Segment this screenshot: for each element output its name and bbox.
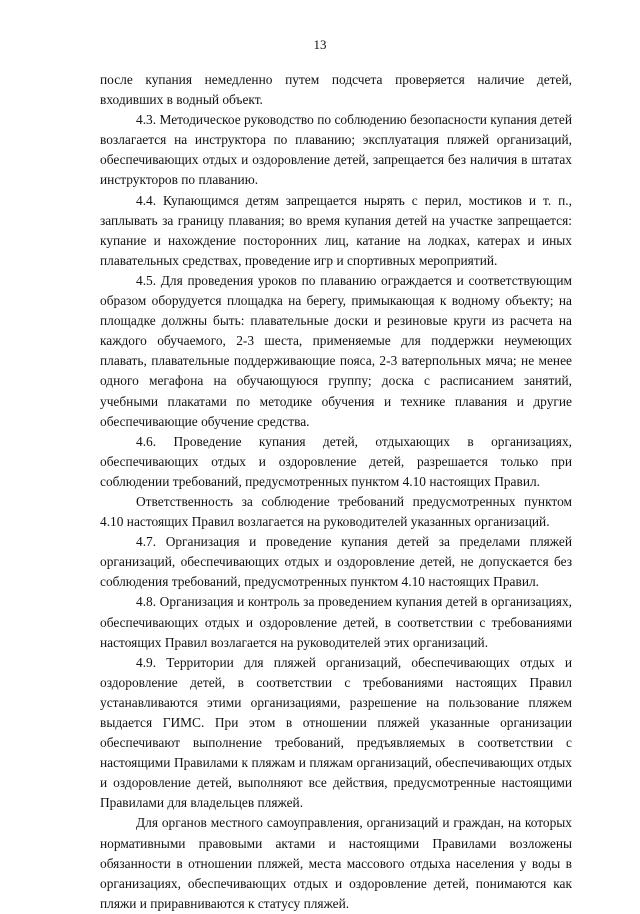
paragraph-4-9: 4.9. Территории для пляжей организаций, обеспечивающих отдых и оздоровление детей, в соответствии с требованиями настоящих Правил устанавливаются этими организациями, разрешение на пользование пляжем выдается ГИМС. При этом в отношении пляжей указанные организации обеспечивают выполнение требований, предъявляемых в соответствии с настоящими Правилами к пляжам и пляжам организаций, обеспечивающих отдых и оздоровление детей, выполняют все действия, предусмотренные настоящими Правилами для владельцев пляжей. [100,654,572,811]
document-body [100,70,572,914]
paragraph-4-5: 4.5. Для проведения уроков по плаванию ограждается и соответствующим образом оборудуется площадка на берегу, примыкающая к водному объекту; на площадке должны быть: плавательные доски и резиновые круги из расчета на каждого обучаемого, 2-3 шеста, применяемые для поддержки неумеющих плавать, плавательные поддерживающие пояса, 2-3 ватерпольных мяча; не менее одного мегафона на обучающуюся группу; доска с расписанием занятий, учебными плакатами по методике обучения и технике плавания и другие обеспечивающие обучение средства. [100,272,572,429]
paragraph-4-7: 4.7. Организация и проведение купания детей за пределами пляжей организаций, обеспечивающих отдых и оздоровление детей, не допускается без соблюдения требований, предусмотренных пунктом 4.10 настоящих Правил. [100,534,572,590]
paragraph-local-authorities: Для органов местного самоуправления, организаций и граждан, на которых нормативными правовыми актами и настоящими Правилами возложены обязанности в отношении пляжей, места массового отдыха населения у воды в организациях, обеспечивающих отдых и оздоровление детей, понимаются как пляжи и приравниваются к статусу пляжей. [100,815,572,911]
paragraph-responsibility: Ответственность за соблюдение требований предусмотренных пунктом 4.10 настоящих Правил возлагается на руководителей указанных организаций. [100,493,572,530]
paragraph-4-3: 4.3. Методическое руководство по соблюдению безопасности купания детей возлагается на инструктора по плаванию; эксплуатация пляжей организаций, обеспечивающих отдых и оздоровление детей, запрещается без наличия в штатах инструкторов по плаванию. [100,112,572,188]
paragraph-4-8: 4.8. Организация и контроль за проведением купания детей в организациях, обеспечивающих отдых и оздоровление детей, в соответствии с требованиями настоящих Правил возлагается на руководителей этих организаций. [100,594,572,650]
page-number: 13 [313,37,327,52]
paragraph-4-4: 4.4. Купающимся детям запрещается нырять с перил, мостиков и т. п., заплывать за границу плавания; во время купания детей на участке запрещается: купание и нахождение посторонних лиц, катание на лодках, катерах и иных плавательных средствах, проведение игр и спортивных мероприятий. [100,192,572,268]
paragraph-continuation: после купания немедленно путем подсчета проверяется наличие детей, входивших в водный объект. [100,72,572,108]
paragraph-4-6: 4.6. Проведение купания детей, отдыхающих в организациях, обеспечивающих отдых и оздоровление детей, разрешается только при соблюдении требований, предусмотренных пунктом 4.10 настоящих Правил. [100,433,572,489]
